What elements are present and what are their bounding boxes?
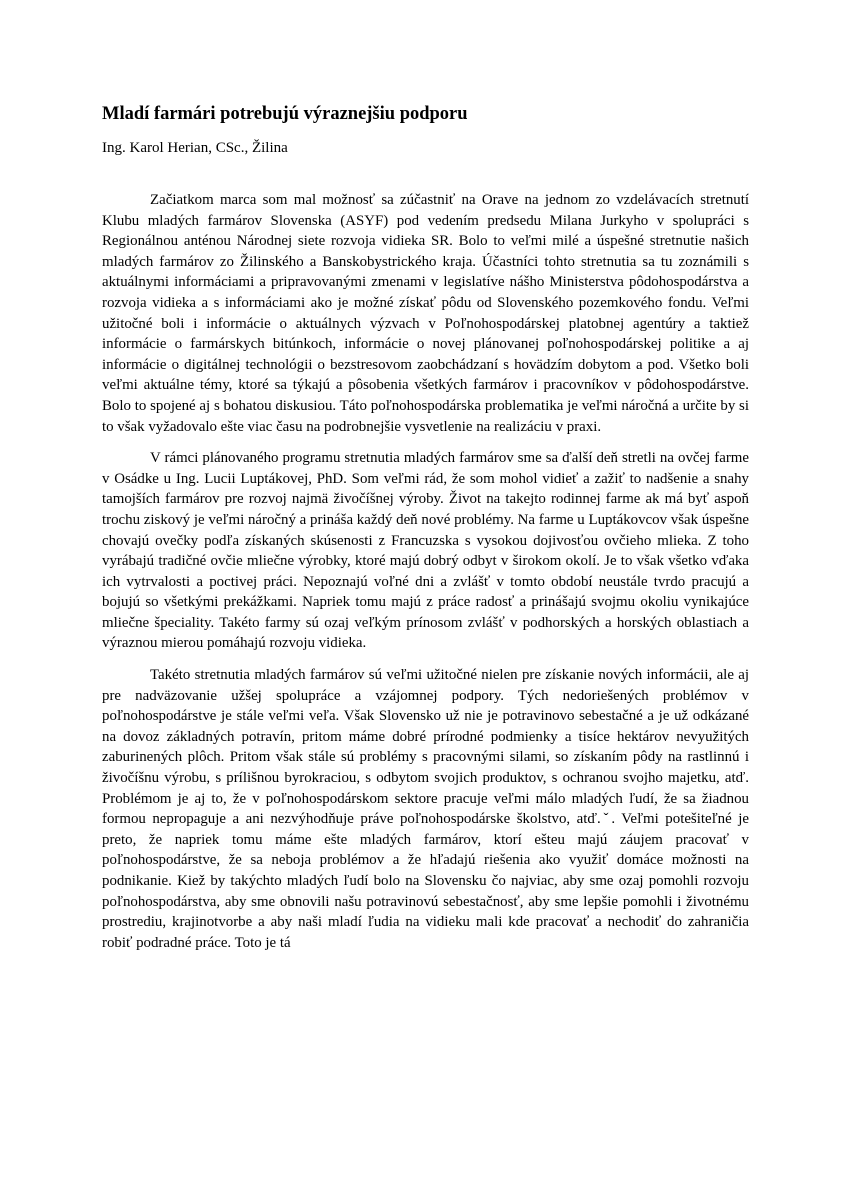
paragraph-1: Začiatkom marca som mal možnosť sa zúčastniť na Orave na jednom zo vzdelávacích stretnutí Klubu mladých farmárov Slovenska (ASYF) pod vedením predsedu Milana Jurkyho v spolupráci s Regionálnou anténou Národnej siete rozvoja vidieka SR. Bolo to veľmi milé a úspešné stretnutie našich mladých farmárov zo Žilinského a Banskobystrického kraja. Účastníci tohto stretnutia sa tu zoznámili s aktuálnymi informáciami a pripravovanými zmenami v legislatíve nášho Ministerstva pôdohospodárstva a rozvoja vidieka a s informáciami ako je možné získať pôdu od Slovenského pozemkového fondu. Veľmi užitočné boli i informácie o aktuálnych výzvach v Poľnohospodárskej platobnej agentúry a taktiež informácie o farmárskych bitúnkoch, informácie o novej plánovanej poľnohospodárskej politike a aj informácie o digitálnej technológii o bezstresovom zaobchádzaní s hovädzím dobytom a pod. Všetko boli veľmi aktuálne témy, ktoré sa týkajú a pôsobenia všetkých farmárov i pracovníkov v pôdohospodárstve. Bolo to spojené aj s bohatou diskusiou. Táto poľnohospodárska problematika je veľmi náročná a určite by si to však vyžadovalo ešte viac času na podrobnejšie vysvetlenie na realizáciu v praxi. xyxy=(102,192,749,435)
article-author: Ing. Karol Herian, CSc., Žilina xyxy=(102,140,288,156)
article-title: Mladí farmári potrebujú výraznejšiu podporu xyxy=(102,104,468,124)
document-page xyxy=(102,102,749,953)
paragraph-2: V rámci plánovaného programu stretnutia mladých farmárov sme sa ďalší deň stretli na ovčej farme v Osádke u Ing. Lucii Luptákovej, PhD. Som veľmi rád, že som mohol vidieť a zažiť to nadšenie a snahy tamojších farmárov pre rozvoj najmä živočíšnej výroby. Život na takejto rodinnej farme ak má byť aspoň trochu ziskový je veľmi náročný a prináša každý deň nové problémy. Na farme u Luptákovcov však úspešne chovajú ovečky podľa získaných skúsenosti z Francuzska s vysokou dojivosťou ovčieho mlieka. Z toho vyrábajú tradičné ovčie mliečne výrobky, ktoré majú dobrý odbyt v širokom okolí. Je to však všetko vďaka ich vytrvalosti a poctivej práci. Nepoznajú voľné dni a zvlášť v tomto období neustále tvrdo pracujú a bojujú so všetkými prekážkami. Napriek tomu majú z práce radosť a prinášajú svojmu okoliu vynikajúce mliečne špeciality. Takéto farmy sú ozaj veľkým prínosom zvlášť v podhorských a horských oblastiach a výraznou mierou pomáhajú rozvoju vidieka. xyxy=(102,450,749,652)
paragraph-3: Takéto stretnutia mladých farmárov sú veľmi užitočné nielen pre získanie nových informácii, ale aj pre nadväzovanie užšej spolupráce a vzájomnej podpory. Tých nedoriešených problémov v poľnohospodárstve je stále veľmi veľa. Však Slovensko už nie je potravinovo sebestačné a je už odkázané na dovoz základných potravín, pritom máme dobré prírodné podmienky a tisíce hektárov nevyužitých zaburinených plôch. Pritom však stále sú problémy s pracovnými silami, so získaním pôdy na rastlinnú i živočíšnu výrobu, s prílišnou byrokraciou, s odbytom svojich produktov, s ochranou svojho majetku, atď. Problémom je aj to, že v poľnohospodárskom sektore pracuje veľmi málo mladých ľudí, že sa žiadnou formou nepropaguje a ani nezvýhodňuje práve poľnohospodárske školstvo, atď.ˇ. Veľmi potešiteľné je preto, že napriek tomu máme ešte mladých farmárov, ktorí ešteu majú záujem pracovať v poľnohospodárstve, že sa neboja problémov a že hľadajú riešenia ako využiť domáce možnosti na podnikanie. Kiež by takýchto mladých ľudí bolo na Slovensku čo najviac, aby sme ozaj pomohli rozvoju poľnohospodárstva, aby sme obnovili našu potravinovú sebestačnosť, aby sme lepšie pomohli i životnému prostrediu, krajinotvorbe a aby naši mladí ľudia na vidieku mali kde pracovať a nechodiť do zahraničia robiť podradné práce. Toto je tá xyxy=(102,667,749,951)
